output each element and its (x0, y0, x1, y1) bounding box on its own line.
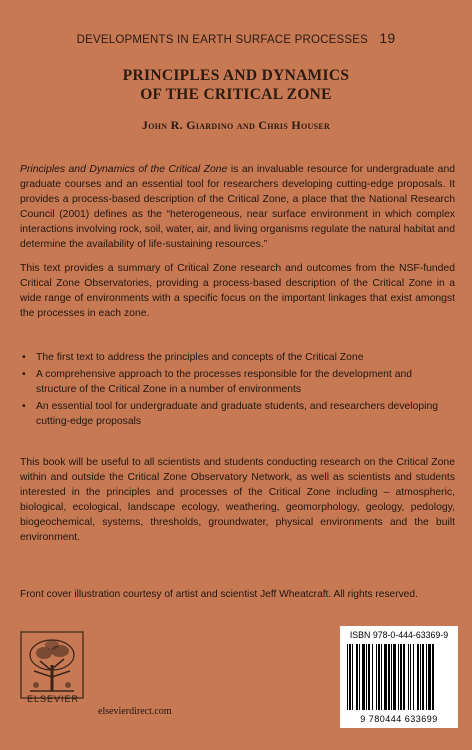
series-name: DEVELOPMENTS IN EARTH SURFACE PROCESSES (76, 34, 368, 46)
isbn-barcode (340, 626, 458, 728)
series-header (0, 30, 472, 46)
feature-item: • An essential tool for undergraduate and graduate students, and researchers developing cutting-edge proposals (20, 399, 450, 429)
feature-list (20, 350, 450, 431)
isbn-label: ISBN 978-0-444-63369-9 (349, 630, 449, 640)
book-title (0, 66, 472, 104)
description-paragraph-2: This text provides a summary of Critical Zone research and outcomes from the NSF-funded Critical Zone Observatories, providing a process-based description of the Critical Zone in a wide range of environments with a specific focus on the important linkages that exist amongst the processes in each zone. (20, 263, 455, 319)
book-title-italic: Principles and Dynamics of the Critical Zone (20, 164, 228, 175)
book-title-line1: PRINCIPLES AND DYNAMICS (122, 67, 350, 84)
feature-item: • The first text to address the principles and concepts of the Critical Zone (20, 350, 450, 365)
description-paragraph-1 (20, 162, 455, 252)
book-authors: John R. Giardino and Chris Houser (141, 118, 331, 132)
feature-item: • A comprehensive approach to the processes responsible for the development and structure of the Critical Zone in a number of environments (20, 367, 450, 397)
publisher-logo-text: ELSEVIER (26, 694, 80, 704)
paragraph-1-text: is an invaluable resource for undergraduate and graduate courses and an essential tool for researchers developing cutting-edge proposals. It provides a process-based description of the Critical Zone, a place that the National Research Council (2001) defines as the “heterogeneous, near surface environment in which complex interactions involving rock, soil, water, air, and living organisms regulate the natural habitat and determine the availability of life-sustaining resources.” (20, 164, 456, 250)
publisher-website: elsevierdirect.com (98, 706, 172, 717)
barcode-icon (345, 644, 453, 712)
barcode-digits: 9 780444 633699 (360, 714, 438, 724)
book-title-line2: OF THE CRITICAL ZONE (140, 86, 332, 103)
series-volume: 19 (379, 30, 396, 46)
cover-credit: Front cover illustration courtesy of artist and scientist Jeff Wheatcraft. All rights reserved. (20, 589, 418, 600)
description-paragraph-3: This book will be useful to all scientists and students conducting research on the Critical Zone within and outside the Critical Zone Observatory Network, as well as scientists and students interested in the principles and processes of the Critical Zone including – atmospheric, biological, ecological, landscape ecology, weathering, geomorphology, geology, pedology, biogeochemical, systems, thresholds, groundwater, physical environments and the built environment. (20, 457, 455, 543)
